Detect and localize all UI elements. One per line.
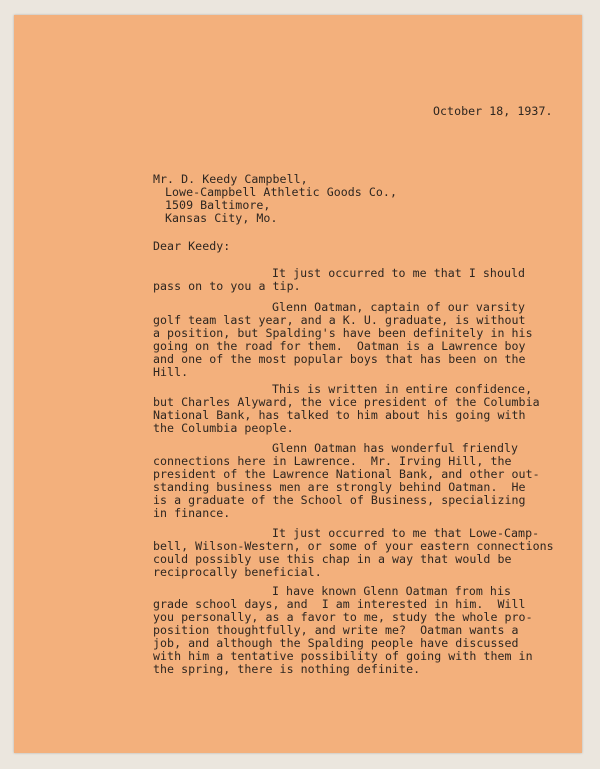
- paragraph-line: grade school days, and I am interested in him. Will: [153, 597, 526, 611]
- paragraph-line: reciprocally beneficial.: [153, 565, 322, 579]
- paragraph-line: and one of the most popular boys that has been on the: [153, 352, 526, 366]
- paragraph-line: Hill.: [153, 365, 189, 379]
- paragraph-line: standing business men are strongly behind Oatman. He: [153, 480, 526, 494]
- paragraph-line: I have known Glenn Oatman from his: [272, 584, 512, 598]
- paragraph-line: in finance.: [153, 506, 231, 520]
- paragraph-line: the Columbia people.: [153, 421, 294, 435]
- paragraph-line: bell, Wilson-Western, or some of your eastern connections: [153, 539, 554, 553]
- paragraph-line: pass on to you a tip.: [153, 279, 301, 293]
- paragraph-line: the spring, there is nothing definite.: [153, 662, 421, 676]
- paragraph-line: This is written in entire confidence,: [272, 382, 533, 396]
- paragraph-line: with him a tentative possibility of going with them in: [153, 649, 533, 663]
- paragraph-line: Glenn Oatman has wonderful friendly: [272, 441, 519, 455]
- paragraph-line: could possibly use this chap in a way that would be: [153, 552, 512, 566]
- paragraph-line: It just occurred to me that I should: [272, 266, 526, 280]
- paragraph-line: is a graduate of the School of Business, specializing: [153, 493, 526, 507]
- paragraph-line: you personally, as a favor to me, study the whole pro-: [153, 610, 533, 624]
- paragraph-line: position thoughtfully, and write me? Oatman wants a: [153, 623, 519, 637]
- paragraph-line: golf team last year, and a K. U. graduate, is without: [153, 313, 526, 327]
- recipient-company: Lowe-Campbell Athletic Goods Co.,: [165, 185, 397, 199]
- paragraph-line: job, and although the Spalding people have discussed: [153, 636, 519, 650]
- paragraph-line: National Bank, has talked to him about his going with: [153, 408, 526, 422]
- paragraph-line: but Charles Alyward, the vice president of the Columbia: [153, 395, 540, 409]
- paragraph-line: going on the road for them. Oatman is a Lawrence boy: [153, 339, 526, 353]
- paragraph-line: president of the Lawrence National Bank, and other out-: [153, 467, 540, 481]
- paragraph-line: It just occurred to me that Lowe-Camp-: [272, 526, 540, 540]
- recipient-city: Kansas City, Mo.: [165, 211, 278, 225]
- paragraph-line: connections here in Lawrence. Mr. Irving Hill, the: [153, 454, 512, 468]
- recipient-street: 1509 Baltimore,: [165, 198, 271, 212]
- paragraph-line: a position, but Spalding's have been definitely in his: [153, 326, 533, 340]
- salutation: Dear Keedy:: [153, 239, 231, 253]
- paragraph-line: Glenn Oatman, captain of our varsity: [272, 300, 526, 314]
- letter-date: October 18, 1937.: [433, 104, 553, 118]
- recipient-name: Mr. D. Keedy Campbell,: [153, 172, 308, 186]
